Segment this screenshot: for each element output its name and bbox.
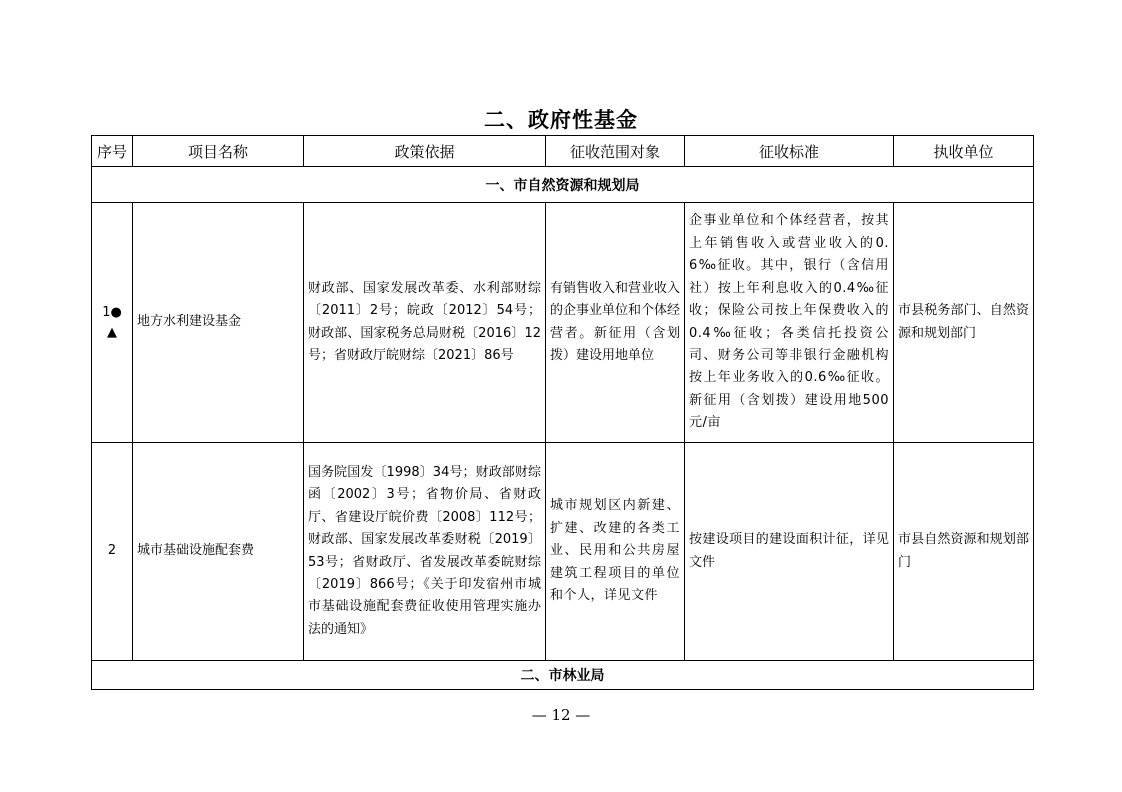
row-collector: 市县自然资源和规划部门 (894, 443, 1034, 661)
row-standard: 企事业单位和个体经营者，按其上年销售收入或营业收入的0.6‰征收。其中，银行（含信用社）按上年利息收入的0.4‰征收；保险公司按上年保费收入的0.4‰征收；各类信托投资公司、财务公司等非银行金融机构按上年业务收入的0.6‰征收。新征用（含划拨）建设用地500元/亩 (685, 203, 894, 443)
row-seq (92, 203, 133, 443)
section-title: 二、市林业局 (92, 661, 1034, 690)
table-row (92, 203, 1034, 443)
header-collector: 执收单位 (894, 136, 1034, 167)
row-name: 地方水利建设基金 (133, 203, 304, 443)
table-header-row (92, 136, 1034, 167)
fee-table (91, 135, 1034, 690)
header-seq: 序号 (92, 136, 133, 167)
section-row (92, 661, 1034, 690)
header-standard: 征收标准 (685, 136, 894, 167)
row-policy: 国务院国发〔1998〕34号；财政部财综函〔2002〕3号；省物价局、省财政厅、省建设厅皖价费〔2008〕112号；财政部、国家发展改革委财税〔2019〕53号；省财政厅、省发展改革委皖财综〔2019〕866号；《关于印发宿州市城市基础设施配套费征收使用管理实施办法的通知》 (304, 443, 546, 661)
table-row (92, 443, 1034, 661)
page-number: — 12 — (531, 706, 591, 724)
row-policy: 财政部、国家发展改革委、水利部财综〔2011〕2号；皖政〔2012〕54号；财政部、国家税务总局财税〔2016〕12号；省财政厅皖财综〔2021〕86号 (304, 203, 546, 443)
section-row (92, 167, 1034, 203)
row-collector: 市县税务部门、自然资源和规划部门 (894, 203, 1034, 443)
section-title: 一、市自然资源和规划局 (92, 167, 1034, 203)
row-seq-value: 1● ▲ (102, 304, 122, 340)
row-scope: 城市规划区内新建、扩建、改建的各类工业、民用和公共房屋建筑工程项目的单位和个人，详见文件 (546, 443, 685, 661)
header-name: 项目名称 (133, 136, 304, 167)
row-seq: 2 (92, 443, 133, 661)
header-policy: 政策依据 (304, 136, 546, 167)
header-scope: 征收范围对象 (546, 136, 685, 167)
page-title: 二、政府性基金 (484, 108, 638, 132)
row-scope: 有销售收入和营业收入的企事业单位和个体经营者。新征用（含划拨）建设用地单位 (546, 203, 685, 443)
row-name: 城市基础设施配套费 (133, 443, 304, 661)
row-standard: 按建设项目的建设面积计征，详见文件 (685, 443, 894, 661)
